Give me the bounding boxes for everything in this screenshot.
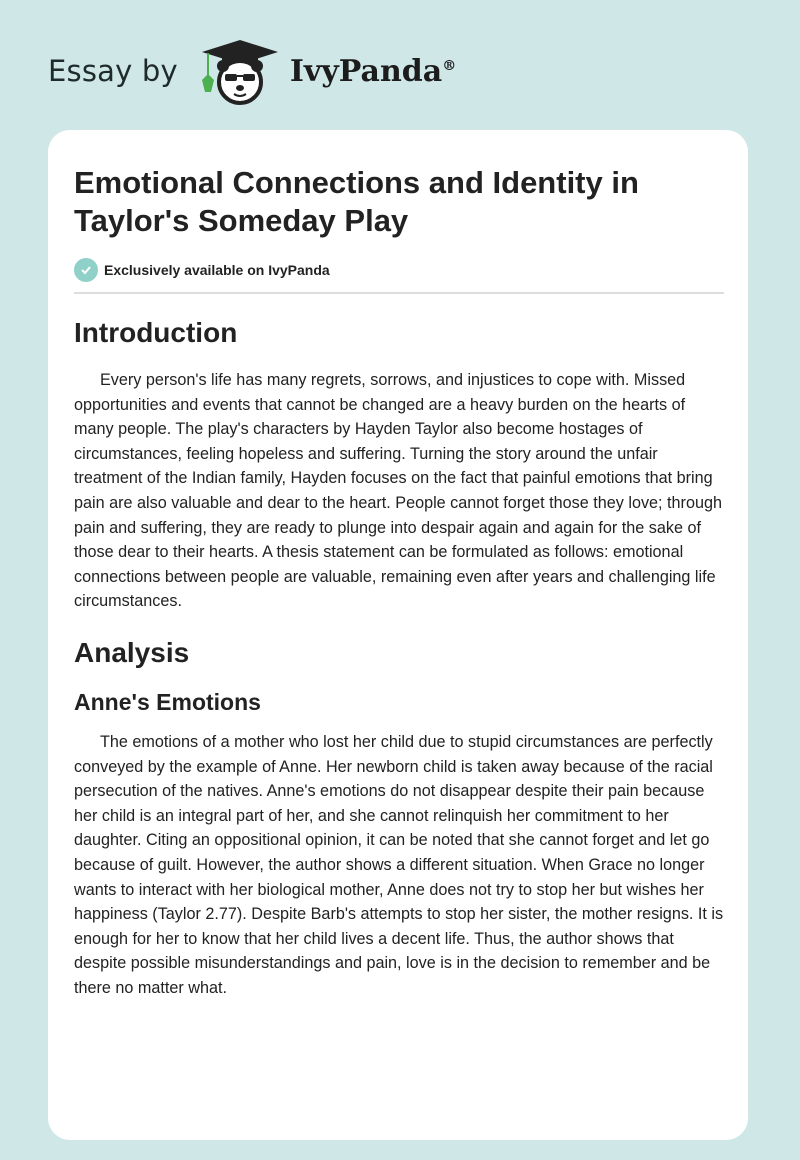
divider xyxy=(74,292,724,294)
section-heading: Introduction xyxy=(74,317,238,348)
brand-text: IvyPanda xyxy=(289,53,443,89)
subsection-heading: Anne's Emotions xyxy=(74,688,261,715)
paragraph: The emotions of a mother who lost her child due to stupid circumstances are perfectly conveyed by the example of Anne. Her newborn child is taken away because of the racial persecution of the natives. Anne's emotions do not disappear despite their pain because her child is an integral part of her, and she cannot relinquish her commitment to her daughter. Citing an oppositional opinion, it can be noted that she cannot forget and let go because of guilt. However, the author shows a different situation. When Grace no longer wants to interact with her biological mother, Anne does not try to stop her but wishes her happiness (Taylor 2.77). Despite Barb's attempts to stop her sister, the mother resigns. It is enough for her to know that her child lives a decent life. Thus, the author shows that despite possible misunderstandings and pain, love is in the decision to remember and be there no matter what. xyxy=(74,732,724,997)
registered-mark: ® xyxy=(442,57,457,74)
essay-title: Emotional Connections and Identity in Taylor's Someday Play xyxy=(74,165,639,238)
check-icon xyxy=(74,258,98,282)
exclusive-badge xyxy=(74,258,724,282)
brand-name[interactable] xyxy=(290,54,456,89)
essay-card xyxy=(48,130,748,1140)
badge-text: Exclusively available on IvyPanda xyxy=(104,262,330,278)
ivypanda-logo-icon[interactable] xyxy=(196,36,284,106)
paragraph: Every person's life has many regrets, sorrows, and injustices to cope with. Missed opportunities and events that cannot be changed are a heavy burden on the hearts of many people. The play's characters by Hayden Taylor also become hostages of circumstances, feeling hopeless and suffering. Turning the story around the unfair treatment of the Indian family, Hayden focuses on the fact that painful emotions that bring pain are also valuable and dear to the heart. People cannot forget those they love; through pain and suffering, they are ready to plunge into despair again and again for the sake of those dear to their hearts. A thesis statement can be formulated as follows: emotional connections between people are valuable, remaining even after years and challenging life circumstances. xyxy=(74,371,722,611)
site-header xyxy=(48,36,456,106)
section-heading: Analysis xyxy=(74,636,190,668)
essay-by-label: Essay by xyxy=(48,54,178,88)
